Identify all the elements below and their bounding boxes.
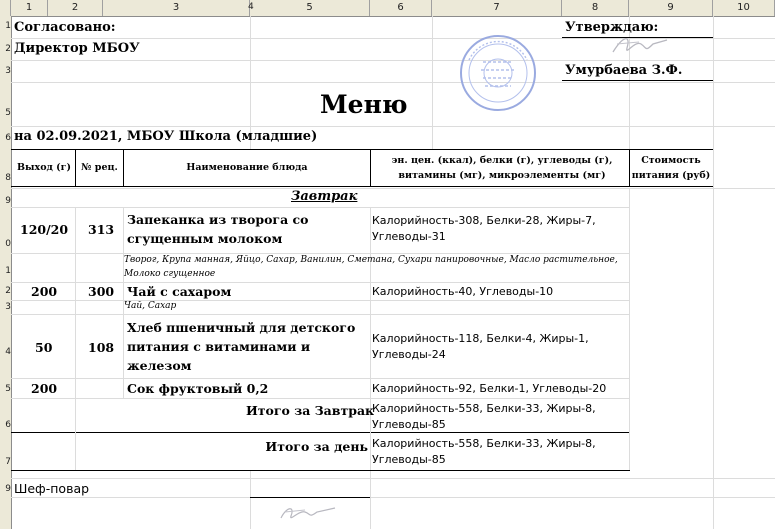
approved-by: Директор МБОУ bbox=[14, 41, 140, 56]
table-row-nutrition: Калорийность-92, Белки-1, Углеводы-20 bbox=[372, 382, 607, 395]
approved-label: Согласовано: bbox=[14, 20, 116, 35]
row-number[interactable]: 4 bbox=[5, 347, 11, 357]
row-number[interactable]: 6 bbox=[5, 133, 11, 143]
page-subtitle: на 02.09.2021, МБОУ Школа (младшие) bbox=[14, 129, 318, 144]
col-cost-header: Стоимость питания (руб) bbox=[631, 155, 711, 181]
chef-label: Шеф-повар bbox=[14, 481, 90, 496]
row-header-bar bbox=[0, 16, 12, 529]
table-row-yield: 120/20 bbox=[20, 222, 69, 237]
col-nutrition-header: эн. цен. (ккал), белки (г), углеводы (г), витамины (мг), микроэлементы (мг) bbox=[391, 155, 613, 181]
table-row-recipe: 108 bbox=[88, 340, 115, 355]
row-number[interactable]: 1 bbox=[5, 266, 11, 276]
table-row-dish: Хлеб пшеничный для детского питания с витаминами и железом bbox=[127, 320, 356, 373]
column-header[interactable]: 8 bbox=[562, 0, 629, 16]
table-row-recipe: 313 bbox=[88, 222, 115, 237]
table-row-dish: Сок фруктовый 0,2 bbox=[127, 381, 269, 396]
row-number[interactable]: 3 bbox=[5, 66, 11, 76]
table-row-nutrition: Калорийность-40, Углеводы-10 bbox=[372, 285, 554, 298]
total-day-value: Калорийность-558, Белки-33, Жиры-8, Углеводы-85 bbox=[372, 437, 596, 466]
column-header[interactable]: 4 bbox=[248, 2, 254, 12]
total-breakfast-label: Итого за Завтрак bbox=[246, 403, 375, 418]
row-number[interactable]: 7 bbox=[5, 457, 11, 467]
section-title: Завтрак bbox=[291, 189, 358, 204]
row-number[interactable]: 9 bbox=[5, 484, 11, 494]
total-day-label: Итого за день bbox=[265, 439, 368, 454]
confirm-name: Умурбаева З.Ф. bbox=[565, 63, 683, 78]
table-row-yield: 200 bbox=[31, 381, 58, 396]
table-row-yield: 50 bbox=[35, 340, 53, 355]
column-header-bar bbox=[0, 0, 775, 17]
column-header[interactable]: 7 bbox=[432, 0, 562, 16]
row-number[interactable]: 2 bbox=[5, 286, 11, 296]
table-row-ingredients: Творог, Крупа манная, Яйцо, Сахар, Ванилин, Сметана, Сухари панировочные, Масло растительное, Молоко сгущенное bbox=[124, 255, 618, 279]
row-number[interactable]: 1 bbox=[5, 21, 11, 31]
column-header[interactable]: 1 bbox=[11, 0, 48, 16]
column-header[interactable]: 10 bbox=[713, 0, 775, 16]
signature-icon bbox=[605, 30, 675, 62]
row-number[interactable]: 3 bbox=[5, 302, 11, 312]
row-number[interactable]: 5 bbox=[5, 108, 11, 118]
column-header[interactable]: 5 bbox=[250, 0, 370, 16]
col-dish-header: Наименование блюда bbox=[186, 162, 308, 173]
table-row-dish: Чай с сахаром bbox=[127, 284, 232, 299]
page-title: Меню bbox=[320, 90, 408, 119]
table-row-recipe: 300 bbox=[88, 284, 115, 299]
table-row-nutrition: Калорийность-308, Белки-28, Жиры-7, Углеводы-31 bbox=[372, 214, 596, 243]
col-recipe-header: № рец. bbox=[81, 162, 118, 173]
row-number[interactable]: 2 bbox=[5, 44, 11, 54]
column-header[interactable]: 9 bbox=[629, 0, 713, 16]
row-number[interactable]: 0 bbox=[5, 239, 11, 249]
table-row-yield: 200 bbox=[31, 284, 58, 299]
col-yield-header: Выход (г) bbox=[16, 162, 71, 173]
column-header[interactable]: 2 bbox=[48, 0, 103, 16]
signature-icon bbox=[275, 500, 355, 526]
confirm-label: Утверждаю: bbox=[565, 20, 659, 35]
row-number[interactable]: 8 bbox=[5, 173, 11, 183]
total-breakfast-value: Калорийность-558, Белки-33, Жиры-8, Углеводы-85 bbox=[372, 402, 596, 431]
row-number[interactable]: 5 bbox=[5, 384, 11, 394]
stamp-icon bbox=[455, 32, 541, 114]
column-header[interactable]: 3 bbox=[103, 0, 250, 16]
table-row-ingredients: Чай, Сахар bbox=[124, 301, 177, 311]
table-row-dish: Запеканка из творога со сгущенным молоком bbox=[127, 212, 309, 246]
row-number[interactable]: 6 bbox=[5, 420, 11, 430]
column-header[interactable]: 6 bbox=[370, 0, 432, 16]
table-row-nutrition: Калорийность-118, Белки-4, Жиры-1, Углеводы-24 bbox=[372, 332, 589, 361]
row-number[interactable]: 9 bbox=[5, 196, 11, 206]
corner-cell[interactable] bbox=[0, 0, 11, 16]
